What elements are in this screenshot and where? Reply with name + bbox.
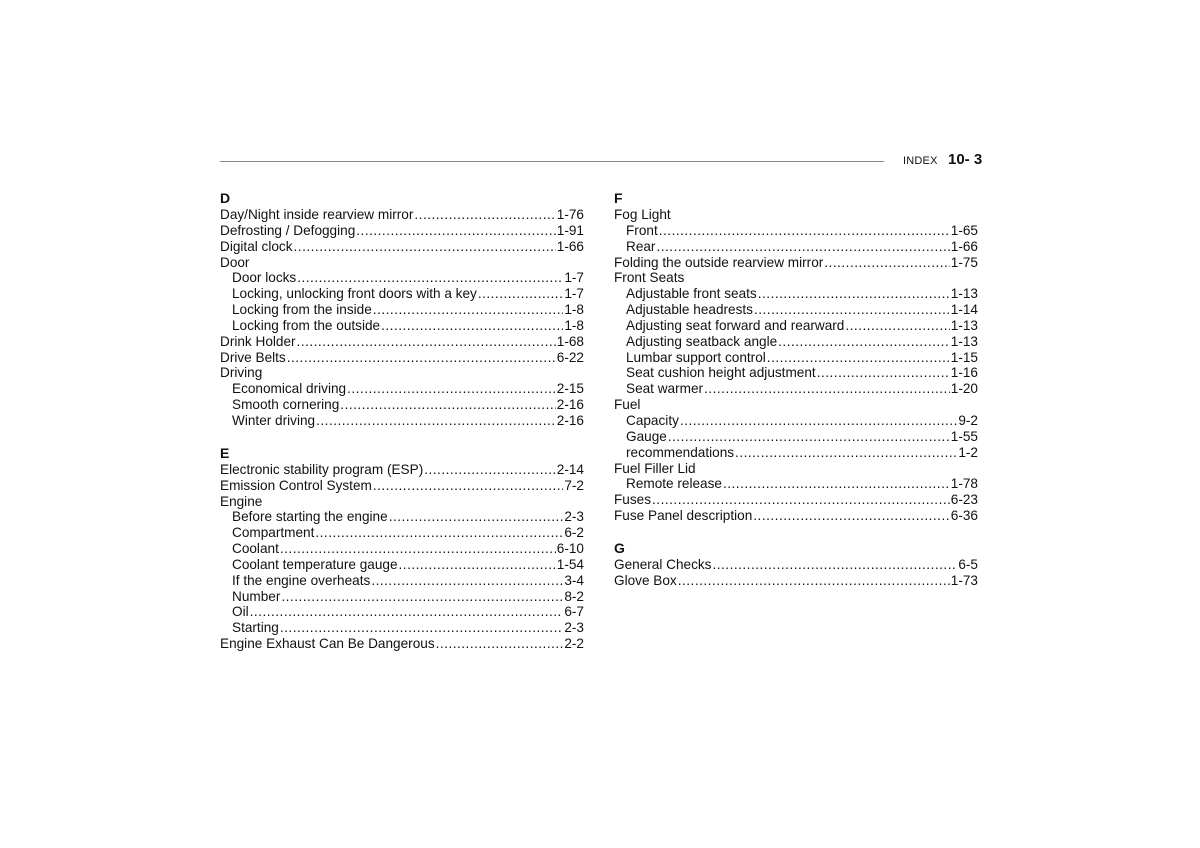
entry-page-ref: 1-91 bbox=[556, 222, 584, 238]
index-subentry bbox=[220, 620, 584, 636]
index-subentry bbox=[614, 365, 978, 381]
dot-leader bbox=[767, 350, 950, 366]
dot-leader bbox=[373, 302, 564, 318]
entry-page-ref: 3-4 bbox=[564, 572, 584, 588]
entry-page-ref: 1-76 bbox=[556, 207, 584, 222]
index-entry bbox=[614, 557, 978, 573]
entry-term: Front bbox=[626, 222, 658, 238]
entry-page-ref: 7-2 bbox=[564, 477, 584, 493]
entry-term: Coolant bbox=[232, 541, 279, 557]
entry-term: Before starting the engine bbox=[232, 509, 388, 525]
entry-page-ref: 2-14 bbox=[556, 461, 584, 477]
entry-page-ref: 1-73 bbox=[950, 572, 978, 588]
dot-leader bbox=[668, 429, 950, 445]
entry-page-ref: 2-16 bbox=[556, 412, 584, 428]
index-subentry bbox=[614, 413, 978, 429]
entry-term: Capacity bbox=[626, 412, 679, 428]
dot-leader bbox=[778, 334, 950, 350]
entry-term: Day/Night inside rearview mirror bbox=[220, 207, 414, 222]
index-subentry bbox=[220, 302, 584, 318]
entry-page-ref: 2-3 bbox=[564, 509, 584, 525]
index-subentry bbox=[614, 476, 978, 492]
entry-term: Electronic stability program (ESP) bbox=[220, 461, 424, 477]
index-entry bbox=[614, 492, 978, 508]
entry-term: Adjustable headrests bbox=[626, 302, 753, 318]
dot-leader bbox=[723, 476, 950, 492]
entry-page-ref: 2-15 bbox=[556, 381, 584, 397]
dot-leader bbox=[436, 636, 564, 652]
index-entry bbox=[614, 573, 978, 589]
dot-leader bbox=[356, 223, 556, 239]
entry-term: Folding the outside rearview mirror bbox=[614, 254, 824, 270]
entry-page-ref: 1-65 bbox=[950, 222, 978, 238]
dot-leader bbox=[389, 509, 564, 525]
entry-term: Drive Belts bbox=[220, 349, 286, 365]
index-entry bbox=[614, 255, 978, 271]
entry-term: Lumbar support control bbox=[626, 349, 766, 365]
dot-leader bbox=[845, 318, 949, 334]
entry-page-ref: 6-36 bbox=[950, 508, 978, 524]
index-entry bbox=[220, 207, 584, 223]
dot-leader bbox=[281, 589, 563, 605]
index-entry bbox=[220, 239, 584, 255]
index-subentry bbox=[220, 604, 584, 620]
dot-leader bbox=[478, 286, 564, 302]
index-entry bbox=[614, 397, 978, 413]
section-letter: D bbox=[220, 190, 231, 206]
dot-leader bbox=[735, 445, 957, 461]
entry-page-ref: 1-13 bbox=[950, 333, 978, 349]
entry-page-ref: 1-75 bbox=[950, 254, 978, 270]
index-section-g bbox=[614, 540, 978, 589]
entry-term: Seat cushion height adjustment bbox=[626, 365, 816, 381]
entry-term: Adjustable front seats bbox=[626, 286, 757, 302]
dot-leader bbox=[656, 239, 949, 255]
entry-page-ref: 1-7 bbox=[564, 286, 584, 302]
entry-term: Fuse Panel description bbox=[614, 508, 753, 524]
entry-term: Digital clock bbox=[220, 238, 293, 254]
dot-leader bbox=[414, 207, 555, 223]
entry-page-ref: 1-8 bbox=[564, 302, 584, 318]
entry-page-ref: 1-54 bbox=[556, 556, 584, 572]
entry-page-ref: 1-66 bbox=[950, 238, 978, 254]
dot-leader bbox=[297, 270, 563, 286]
dot-leader bbox=[250, 604, 564, 620]
index-subentry bbox=[614, 429, 978, 445]
dot-leader bbox=[753, 508, 950, 524]
dot-leader bbox=[652, 492, 950, 508]
index-subentry bbox=[220, 541, 584, 557]
entry-term: Engine bbox=[220, 493, 263, 509]
dot-leader bbox=[381, 318, 563, 334]
entry-term: Emission Control System bbox=[220, 477, 372, 493]
index-subentry bbox=[220, 397, 584, 413]
entry-term: Glove Box bbox=[614, 572, 677, 588]
dot-leader bbox=[316, 413, 556, 429]
entry-term: General Checks bbox=[614, 556, 712, 572]
entry-term: Fuel Filler Lid bbox=[614, 460, 696, 476]
dot-leader bbox=[678, 573, 950, 589]
index-entry bbox=[614, 461, 978, 477]
index-subentry bbox=[614, 381, 978, 397]
entry-page-ref: 1-16 bbox=[950, 365, 978, 381]
entry-term: Compartment bbox=[232, 525, 315, 541]
index-entry bbox=[220, 255, 584, 271]
dot-leader bbox=[680, 413, 957, 429]
entry-term: recommendations bbox=[626, 444, 735, 460]
entry-page-ref: 1-2 bbox=[958, 444, 978, 460]
index-subentry bbox=[614, 302, 978, 318]
dot-leader bbox=[399, 557, 556, 573]
entry-term: Economical driving bbox=[232, 381, 347, 397]
index-subentry bbox=[220, 573, 584, 589]
entry-term: Drink Holder bbox=[220, 333, 296, 349]
entry-term: Smooth cornering bbox=[232, 397, 340, 413]
entry-term: Door locks bbox=[232, 270, 297, 286]
entry-page-ref: 6-23 bbox=[950, 492, 978, 508]
index-subentry bbox=[220, 525, 584, 541]
dot-leader bbox=[754, 302, 950, 318]
index-subentry bbox=[220, 557, 584, 573]
entry-page-ref: 9-2 bbox=[958, 412, 978, 428]
dot-leader bbox=[287, 350, 556, 366]
entry-page-ref: 1-68 bbox=[556, 333, 584, 349]
index-subentry bbox=[614, 239, 978, 255]
index-entry bbox=[220, 636, 584, 652]
dot-leader bbox=[297, 334, 556, 350]
index-entry bbox=[220, 494, 584, 510]
entry-page-ref: 1-7 bbox=[564, 270, 584, 286]
entry-page-ref: 1-8 bbox=[564, 317, 584, 333]
dot-leader bbox=[294, 239, 556, 255]
index-entry bbox=[220, 334, 584, 350]
index-column-right bbox=[614, 190, 978, 605]
index-section-e bbox=[220, 445, 584, 652]
index-entry bbox=[614, 508, 978, 524]
index-subentry bbox=[614, 318, 978, 334]
entry-term: If the engine overheats bbox=[232, 572, 371, 588]
entry-page-ref: 2-3 bbox=[564, 620, 584, 636]
index-section-d bbox=[220, 190, 584, 429]
dot-leader bbox=[712, 557, 957, 573]
entry-term: Defrosting / Defogging bbox=[220, 222, 356, 238]
entry-page-ref: 2-2 bbox=[564, 636, 584, 652]
entry-page-ref: 2-16 bbox=[556, 397, 584, 413]
entry-page-ref: 1-15 bbox=[950, 349, 978, 365]
entry-term: Locking from the outside bbox=[232, 317, 381, 333]
dot-leader bbox=[373, 478, 564, 494]
entry-term: Fog Light bbox=[614, 207, 671, 222]
index-subentry bbox=[614, 334, 978, 350]
entry-term: Engine Exhaust Can Be Dangerous bbox=[220, 636, 435, 652]
dot-leader bbox=[817, 365, 950, 381]
entry-term: Front Seats bbox=[614, 270, 685, 286]
index-subentry bbox=[614, 445, 978, 461]
entry-term: Door bbox=[220, 254, 250, 270]
dot-leader bbox=[340, 397, 555, 413]
entry-page-ref: 8-2 bbox=[564, 588, 584, 604]
dot-leader bbox=[280, 620, 563, 636]
dot-leader bbox=[758, 286, 950, 302]
entry-term: Oil bbox=[232, 604, 249, 620]
entry-page-ref: 1-13 bbox=[950, 286, 978, 302]
entry-page-ref: 1-78 bbox=[950, 476, 978, 492]
running-header-section: INDEX bbox=[903, 155, 938, 167]
entry-page-ref: 1-66 bbox=[556, 238, 584, 254]
index-subentry bbox=[220, 413, 584, 429]
entry-page-ref: 6-5 bbox=[958, 556, 978, 572]
entry-term: Fuel bbox=[614, 397, 641, 413]
index-entry bbox=[220, 350, 584, 366]
dot-leader bbox=[704, 381, 950, 397]
entry-term: Locking from the inside bbox=[232, 302, 372, 318]
entry-page-ref: 6-22 bbox=[556, 349, 584, 365]
entry-term: Starting bbox=[232, 620, 279, 636]
index-column-left bbox=[220, 190, 584, 668]
entry-term: Number bbox=[232, 588, 281, 604]
index-section-f bbox=[614, 190, 978, 524]
index-subentry bbox=[220, 318, 584, 334]
index-entry bbox=[614, 207, 978, 223]
entry-term: Seat warmer bbox=[626, 381, 704, 397]
index-subentry bbox=[220, 270, 584, 286]
dot-leader bbox=[424, 462, 556, 478]
dot-leader bbox=[347, 381, 556, 397]
index-entry bbox=[220, 365, 584, 381]
index-subentry bbox=[220, 286, 584, 302]
entry-page-ref: 1-14 bbox=[950, 302, 978, 318]
entry-term: Coolant temperature gauge bbox=[232, 556, 398, 572]
entry-term: Adjusting seatback angle bbox=[626, 333, 778, 349]
entry-term: Fuses bbox=[614, 492, 652, 508]
entry-page-ref: 1-20 bbox=[950, 381, 978, 397]
dot-leader bbox=[371, 573, 563, 589]
section-letter: E bbox=[220, 444, 230, 461]
entry-page-ref: 6-2 bbox=[564, 525, 584, 541]
entry-term: Adjusting seat forward and rearward bbox=[626, 317, 845, 333]
entry-term: Remote release bbox=[626, 476, 722, 492]
entry-page-ref: 6-7 bbox=[564, 604, 584, 620]
header-rule bbox=[220, 161, 884, 162]
entry-page-ref: 6-10 bbox=[556, 541, 584, 557]
index-subentry bbox=[614, 223, 978, 239]
entry-term: Locking, unlocking front doors with a key bbox=[232, 286, 477, 302]
dot-leader bbox=[824, 255, 950, 271]
index-subentry bbox=[220, 589, 584, 605]
entry-page-ref: 1-55 bbox=[950, 428, 978, 444]
index-subentry bbox=[220, 509, 584, 525]
index-subentry bbox=[614, 350, 978, 366]
section-letter: G bbox=[614, 539, 625, 556]
dot-leader bbox=[315, 525, 563, 541]
page-number: 10- 3 bbox=[948, 151, 983, 168]
entry-term: Rear bbox=[626, 238, 656, 254]
entry-term: Gauge bbox=[626, 428, 667, 444]
entry-term: Driving bbox=[220, 365, 263, 381]
index-subentry bbox=[614, 286, 978, 302]
dot-leader bbox=[280, 541, 556, 557]
index-entry bbox=[220, 462, 584, 478]
section-letter: F bbox=[614, 190, 623, 206]
entry-page-ref: 1-13 bbox=[950, 317, 978, 333]
entry-term: Winter driving bbox=[232, 412, 316, 428]
index-entry bbox=[220, 478, 584, 494]
dot-leader bbox=[659, 223, 950, 239]
index-entry bbox=[220, 223, 584, 239]
index-entry bbox=[614, 270, 978, 286]
index-subentry bbox=[220, 381, 584, 397]
